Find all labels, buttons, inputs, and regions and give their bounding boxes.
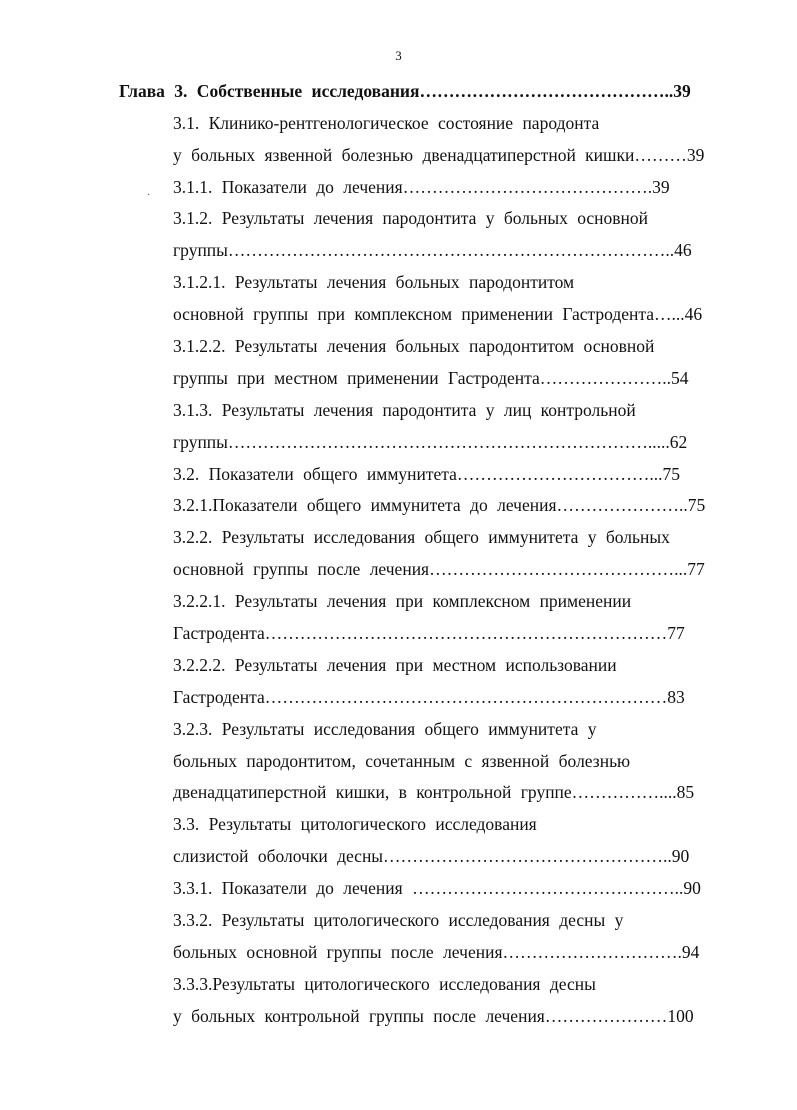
toc-entry: у больных контрольной группы после лечения…………………100	[173, 1006, 694, 1026]
toc-entry: 3.1.3. Результаты лечения пародонтита у лиц контрольной	[173, 400, 636, 420]
toc-entry: 3.2.2. Результаты исследования общего иммунитета у больных	[173, 527, 670, 547]
toc-entry: 3.1. Клинико-рентгенологическое состояние пародонта	[173, 113, 600, 133]
toc-entry: 3.1.2.2. Результаты лечения больных пародонтитом основной	[173, 336, 655, 356]
toc-entry: 3.2.2.1. Результаты лечения при комплексном применении	[173, 591, 632, 611]
toc-entry: 3.3.2. Результаты цитологического исследования десны у	[173, 910, 624, 930]
toc-entry: 3.3.3.Результаты цитологического исследования десны	[173, 974, 596, 994]
page-number: 3	[395, 48, 402, 63]
toc-entry: Гастродента……………………………………………………………77	[173, 623, 685, 643]
toc-entry: 3.1.2. Результаты лечения пародонтита у больных основной	[173, 208, 649, 228]
toc-entry: 3.2.2.2. Результаты лечения при местном использовании	[173, 655, 617, 675]
toc-entry: 3.2. Показатели общего иммунитета……………………………...75	[173, 464, 681, 484]
scan-speck: ·	[147, 190, 151, 201]
toc-entry: 3.3. Результаты цитологического исследования	[173, 814, 537, 834]
toc-entry: Гастродента……………………………………………………………83	[173, 687, 685, 707]
toc-heading-chapter-3: Глава 3. Собственные исследования……………………………………..39	[119, 81, 691, 101]
toc-entry: основной группы при комплексном применении Гастродента…...46	[173, 304, 703, 324]
toc-entry: больных пародонтитом, сочетанным с язвенной болезнью	[173, 751, 631, 771]
toc-entry: 3.2.3. Результаты исследования общего иммунитета у	[173, 719, 597, 739]
toc-entry: 3.1.1. Показатели до лечения…………………………………….39	[173, 177, 670, 197]
toc-entry: больных основной группы после лечения………………………….94	[173, 942, 700, 962]
toc-entry: двенадцатиперстной кишки, в контрольной группе……………....85	[173, 782, 695, 802]
toc-entry: у больных язвенной болезнью двенадцатиперстной кишки………39	[173, 145, 705, 165]
toc-entry: группы…………………………………………………………………..46	[173, 240, 692, 260]
toc-entry: основной группы после лечения……………………………………...77	[173, 559, 705, 579]
toc-entry: группы……………………………………………………………….....62	[173, 432, 688, 452]
toc-entry: группы при местном применении Гастродента…………………..54	[173, 368, 689, 388]
toc-entry: 3.1.2.1. Результаты лечения больных пародонтитом	[173, 272, 575, 292]
toc-entry: 3.3.1. Показатели до лечения ………………………………………..90	[173, 878, 701, 898]
toc-entry: 3.2.1.Показатели общего иммунитета до лечения…………………..75	[173, 495, 706, 515]
toc-entry: слизистой оболочки десны…………………………………………..90	[173, 846, 690, 866]
